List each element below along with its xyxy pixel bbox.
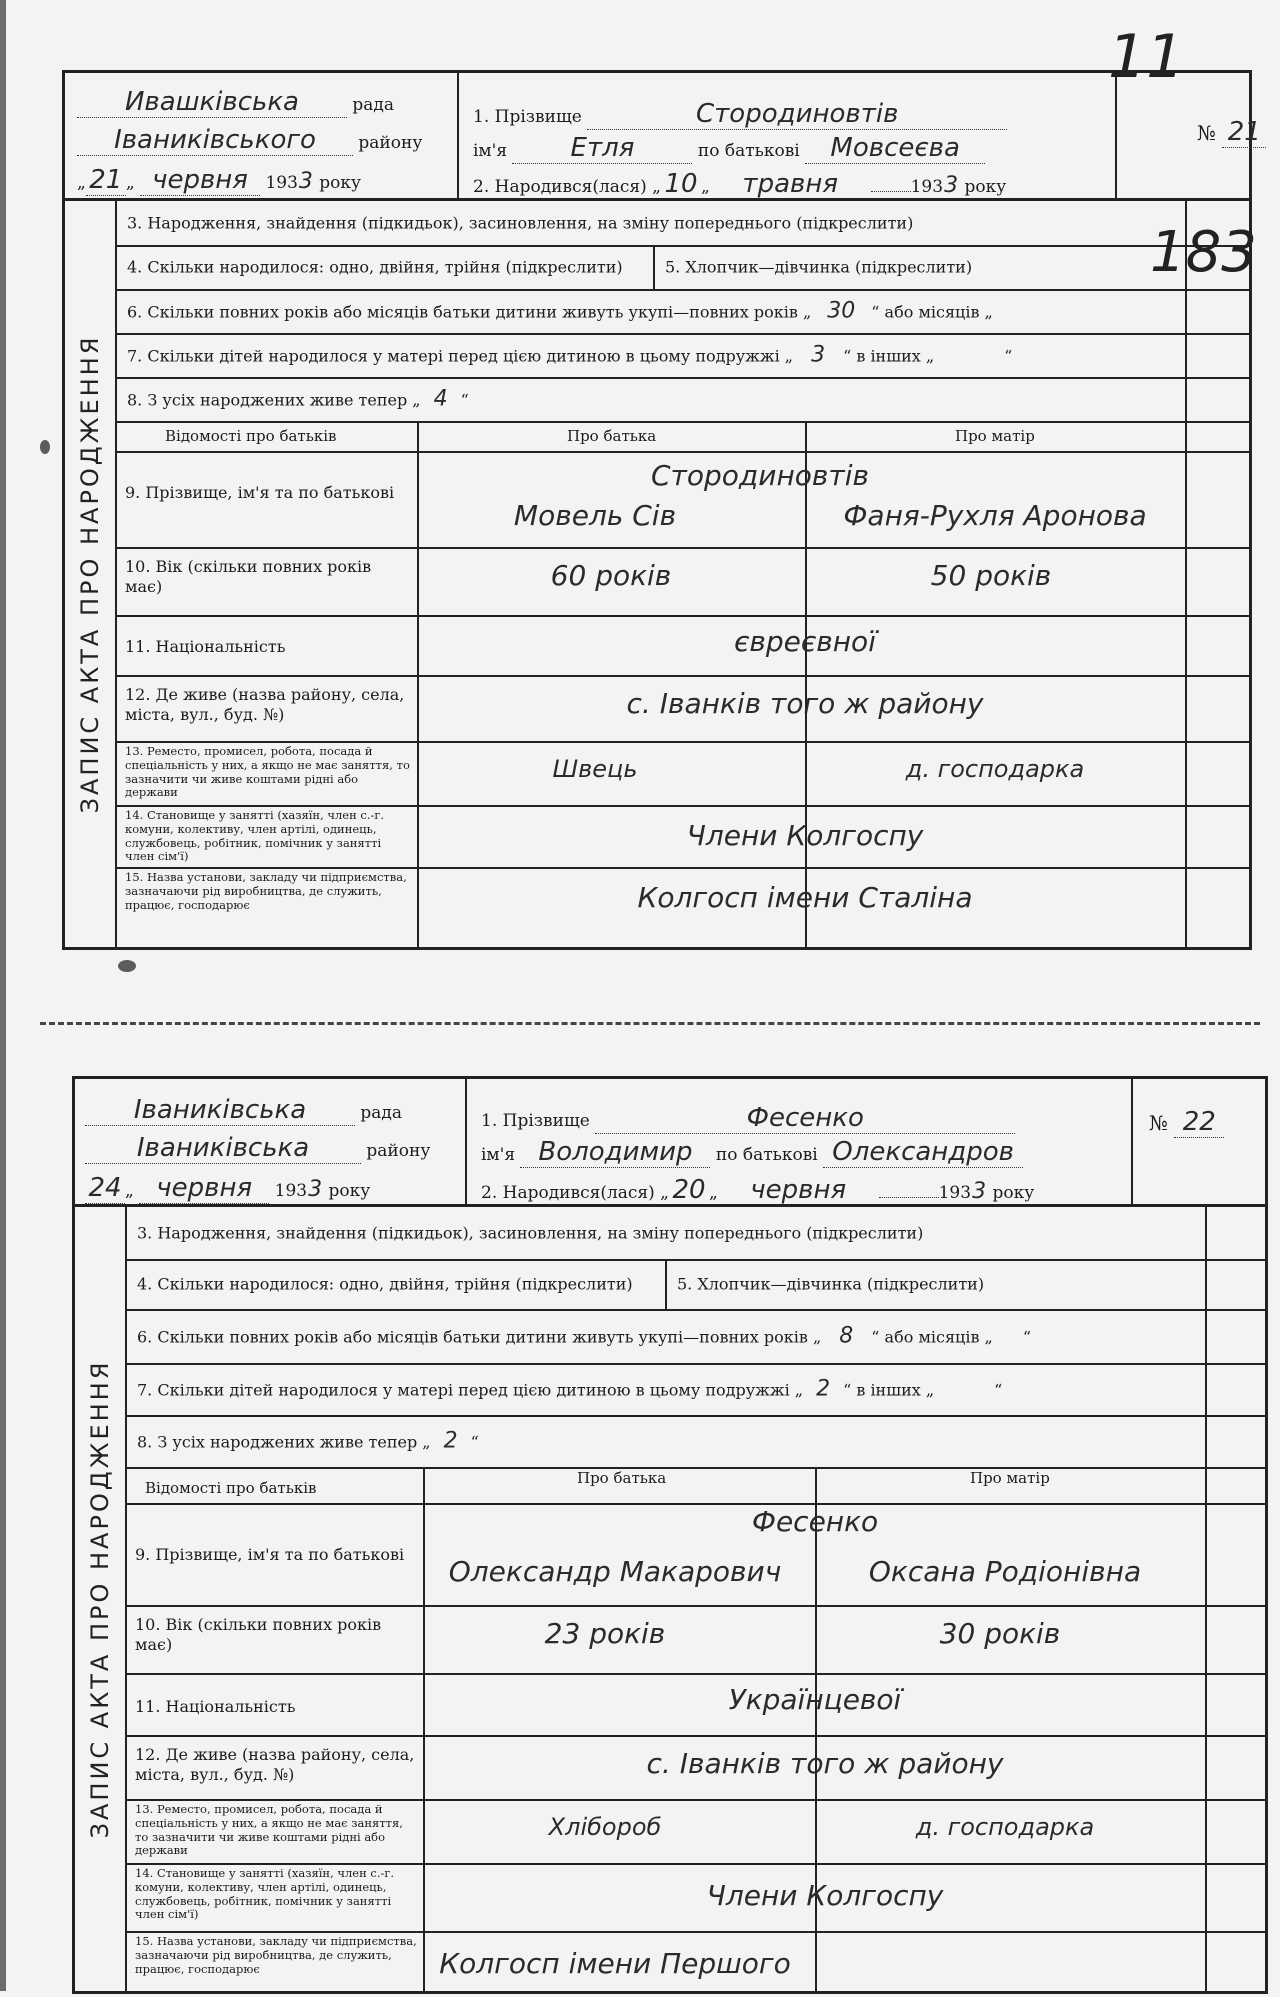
position: Члени Колгоспу: [706, 1879, 944, 1912]
corner-mark: 11: [1108, 22, 1185, 92]
row-8: [125, 1415, 1265, 1469]
workplace: Колгосп імени Сталіна: [637, 881, 973, 914]
about-mother-label: Про матір: [955, 427, 1035, 445]
reg-day: 21: [86, 165, 126, 196]
rayon-name: Іваниківського: [77, 125, 353, 156]
side-title: ЗАПИС АКТА ПРО НАРОДЖЕННЯ: [76, 334, 104, 814]
row-14-label: 14. Становище у занятті (хазяїн, член с.-г. комуни, колективу, член артілі, одинець, службовець, робітник, помічник у занятті член сім'ї): [125, 808, 385, 864]
row-7: [115, 333, 1249, 379]
parents-table: [115, 421, 1249, 947]
father-surname: Стородиновтів: [651, 459, 869, 492]
record-body: [62, 198, 1252, 950]
row-6-text: 6. Скільки повних років або місяців батьки дитини живуть укупі—повних років „: [137, 1327, 822, 1347]
row-6-line: 6. Скільки повних років або місяців батьки дитини живуть укупі—повних років „ 8 “ або місяців „ “: [137, 1323, 1032, 1349]
side-margin-mark: 183: [1150, 220, 1257, 285]
rada-name: Іваниківська: [85, 1095, 355, 1126]
row-7-line: 7. Скільки дітей народилося у матері перед цією дитиною в цьому подружжі „ 3 “ в інших „ “: [127, 342, 1013, 368]
row-4-text: 4. Скільки народилося: одно, двійня, трійня (підкреслити): [127, 257, 623, 277]
mother-age: 50 років: [930, 559, 1052, 592]
reg-month: червня: [139, 1173, 269, 1204]
parents-info-label: Відомості про батьків: [165, 427, 337, 445]
child-surname: Фесенко: [595, 1103, 1015, 1134]
mother-name: Фаня-Рухля Аронова: [843, 499, 1147, 532]
row-13: [125, 1799, 1265, 1865]
position: Члени Колгоспу: [686, 819, 924, 852]
alive-now: 4: [433, 386, 448, 412]
birth-month: травня: [715, 169, 865, 200]
surname-label: 1. Прізвище: [481, 1111, 590, 1131]
born-label: 2. Народився(лася): [473, 177, 647, 197]
father-age: 60 років: [550, 559, 672, 592]
record-number: 21: [1222, 117, 1266, 148]
birth-year-digit: 3: [944, 173, 959, 198]
mother-occupation: д. господарка: [905, 755, 1085, 783]
father-occupation: Хлібороб: [548, 1813, 662, 1841]
row-10-label: 10. Вік (скільки повних років має): [135, 1615, 382, 1654]
child-name: Володимир: [520, 1137, 710, 1168]
row-6-text-b: “ або місяців „: [871, 1327, 993, 1347]
row-6: [125, 1309, 1265, 1365]
child-block: 1. Прізвище Фесенко ім'я Володимир по батькові Олександров 2. Народився(лася) „ 20 „ червня 1933 року: [465, 1079, 1133, 1204]
father-name: Олександр Макарович: [448, 1555, 782, 1588]
born-label: 2. Народився(лася): [481, 1183, 655, 1203]
row-10-label: 10. Вік (скільки повних років має): [125, 557, 372, 596]
rada-label: рада: [352, 95, 395, 115]
nationality: євреєвної: [734, 625, 876, 658]
row-15: [115, 867, 1249, 929]
row-12: [115, 675, 1249, 743]
row-10: [115, 547, 1249, 617]
children-before: 3: [811, 342, 826, 368]
row-6-text-b: “ або місяців „: [871, 302, 993, 322]
row-11-label: 11. Національність: [135, 1697, 296, 1716]
alive-now: 2: [443, 1428, 458, 1454]
row-4-5: [125, 1259, 1265, 1311]
father-age: 23 років: [544, 1617, 666, 1650]
father-name: Мовель Сів: [513, 499, 677, 532]
birth-year-prefix: 193: [938, 1183, 972, 1203]
ink-blot: [40, 440, 50, 454]
row-7: [125, 1363, 1265, 1417]
row-7-text: 7. Скільки дітей народилося у матері перед цією дитиною в цьому подружжі „: [127, 346, 794, 366]
parents-header: [115, 421, 1249, 453]
row-6: [115, 289, 1249, 335]
row-15-label: 15. Назва установи, закладу чи підприємства, зазначаючи рід виробництва, де служить, працює, господарює: [125, 870, 407, 912]
record-header: [62, 70, 1261, 199]
row-15-label: 15. Назва установи, закладу чи підприємства, зазначаючи рід виробництва, де служить, працює, господарює: [135, 1934, 417, 1976]
registration-block: Іваниківська рада Іваниківська району 24 „ червня 1933 року: [75, 1079, 467, 1204]
about-father-label: Про батька: [577, 1469, 667, 1487]
about-mother-label: Про матір: [970, 1469, 1050, 1487]
number-label: №: [1197, 121, 1216, 145]
mother-name: Оксана Родіонівна: [868, 1555, 1142, 1588]
row-3: [125, 1207, 1265, 1261]
row-5-text: 5. Хлопчик—дівчинка (підкреслити): [677, 1274, 985, 1294]
row-3-text: 3. Народження, знайдення (підкидьок), засиновлення, на зміну попереднього (підкреслити): [127, 213, 914, 233]
row-14-label: 14. Становище у занятті (хазяїн, член с.-г. комуни, колективу, член артілі, одинець, службовець, робітник, помічник у занятті член сім'ї): [135, 1866, 395, 1922]
row-14: [115, 805, 1249, 869]
record-body: [72, 1204, 1268, 1994]
row-6-text: 6. Скільки повних років або місяців батьки дитини живуть укупі—повних років „: [127, 302, 812, 322]
birth-day: 10: [661, 169, 701, 200]
record-number: 22: [1174, 1107, 1224, 1138]
row-9: [125, 1503, 1265, 1607]
birth-day: 20: [669, 1175, 709, 1206]
row-8-line: 8. З усіх народжених живе тепер „ 4 “: [127, 386, 469, 412]
row-4-text: 4. Скільки народилося: одно, двійня, трійня (підкреслити): [137, 1274, 633, 1294]
child-surname: Стородиновтів: [587, 99, 1007, 130]
residence: с. Іванків того ж району: [646, 1747, 1004, 1780]
surname-label: 1. Прізвище: [473, 107, 582, 127]
birth-year-prefix: 193: [910, 177, 944, 197]
dashed-cut-line: [40, 1022, 1260, 1025]
row-6-line: [127, 299, 993, 324]
reg-year-prefix: 193: [274, 1181, 308, 1201]
row-12-label: 12. Де живе (назва району, села, міста, вул., буд. №): [135, 1745, 415, 1784]
workplace-father: Колгосп імени Першого: [439, 1947, 791, 1980]
residence: с. Іванків того ж району: [626, 687, 984, 720]
children-before: 2: [816, 1376, 831, 1402]
row-13: [115, 741, 1249, 807]
reg-month: червня: [140, 165, 260, 196]
row-8: [115, 377, 1249, 423]
row-7-line: 7. Скільки дітей народилося у матері перед цією дитиною в цьому подружжі „ 2 “ в інших „ “: [137, 1376, 1003, 1402]
years-together: 8: [839, 1323, 854, 1349]
child-patronymic: Мовсеєва: [805, 133, 985, 164]
birth-roku-label: року: [964, 177, 1007, 197]
father-surname: Фесенко: [751, 1505, 879, 1538]
father-occupation: Швець: [552, 755, 638, 783]
row-7-text-b: “ в інших „: [843, 1380, 935, 1400]
child-name: Етля: [512, 133, 692, 164]
child-block: 1. Прізвище Стородиновтів ім'я Етля по батькові Мовсеєва 2. Народився(лася) „ 10 „ травня 1933 року: [457, 73, 1117, 198]
row-8-line: 8. З усіх народжених живе тепер „ 2 “: [137, 1428, 479, 1454]
row-15: [125, 1931, 1265, 1997]
number-block: [1131, 1079, 1265, 1204]
name-label: ім'я: [481, 1145, 516, 1165]
record-header: [72, 1076, 1268, 1204]
row-12-label: 12. Де живе (назва району, села, міста, вул., буд. №): [125, 685, 405, 724]
reg-year-prefix: 193: [265, 173, 298, 193]
patronymic-label: по батькові: [715, 1145, 818, 1165]
about-father-label: Про батька: [567, 427, 657, 445]
roku-label: року: [319, 173, 362, 193]
birth-month: червня: [723, 1175, 873, 1206]
row-4-5: [115, 245, 1249, 291]
side-title-column: [75, 1207, 127, 1991]
reg-year-digit: 3: [308, 1177, 323, 1202]
mother-age: 30 років: [939, 1617, 1061, 1650]
nationality: Українцевої: [728, 1683, 902, 1716]
row-11-label: 11. Національність: [125, 637, 286, 656]
rada-name: Ивашківська: [77, 87, 347, 118]
parents-info-label: Відомості про батьків: [145, 1479, 317, 1497]
parents-header: [125, 1467, 1265, 1505]
birth-roku-label: року: [992, 1183, 1035, 1203]
registration-block: Ивашківська рада Іваниківського району „ 21 „ червня 1933 року: [65, 73, 459, 198]
parents-table: [125, 1467, 1265, 1991]
patronymic-label: по батькові: [697, 141, 800, 161]
number-label: №: [1149, 1111, 1168, 1135]
mother-occupation: д. господарка: [915, 1813, 1095, 1841]
row-3-text: 3. Народження, знайдення (підкидьок), засиновлення, на зміну попереднього (підкреслити): [137, 1223, 924, 1243]
row-7-text: 7. Скільки дітей народилося у матері перед цією дитиною в цьому подружжі „: [137, 1380, 804, 1400]
row-5-text: 5. Хлопчик—дівчинка (підкреслити): [665, 257, 973, 277]
row-9: [115, 451, 1249, 549]
row-14: [125, 1863, 1265, 1933]
roku-label: року: [328, 1181, 371, 1201]
rayon-label: району: [366, 1141, 431, 1161]
row-9-label: 9. Прізвище, ім'я та по батькові: [135, 1545, 405, 1564]
row-13-label: 13. Реместо, промисел, робота, посада й спеціальність у них, а якщо не має заняття, то зазначити чи живе коштами рідні або держави: [125, 744, 410, 800]
child-patronymic: Олександров: [823, 1137, 1023, 1168]
row-10: [125, 1605, 1265, 1675]
row-7-text-b: “ в інших „: [843, 346, 935, 366]
row-13-label: 13. Реместо, промисел, робота, посада й спеціальність у них, а якщо не має заняття, то зазначити чи живе коштами рідні або держави: [135, 1802, 403, 1858]
row-11: [115, 615, 1249, 677]
reg-day: 24: [85, 1173, 125, 1204]
name-label: ім'я: [473, 141, 508, 161]
rada-label: рада: [360, 1103, 403, 1123]
years-together: 30: [827, 298, 856, 324]
side-title: ЗАПИС АКТА ПРО НАРОДЖЕННЯ: [86, 1359, 114, 1839]
rayon-name: Іваниківська: [85, 1133, 361, 1164]
birth-record-2: [0, 1070, 1280, 1991]
reg-year-digit: 3: [298, 169, 313, 194]
birth-year-digit: 3: [972, 1179, 987, 1204]
row-3: [115, 201, 1249, 247]
row-11: [125, 1673, 1265, 1737]
side-title-column: [65, 201, 117, 947]
row-8-text: 8. З усіх народжених живе тепер „: [137, 1432, 431, 1452]
ink-blot: [118, 960, 136, 972]
row-8-text: 8. З усіх народжених живе тепер „: [127, 390, 421, 410]
row-12: [125, 1735, 1265, 1801]
rayon-label: району: [358, 133, 423, 153]
row-9-label: 9. Прізвище, ім'я та по батькові: [125, 483, 395, 502]
